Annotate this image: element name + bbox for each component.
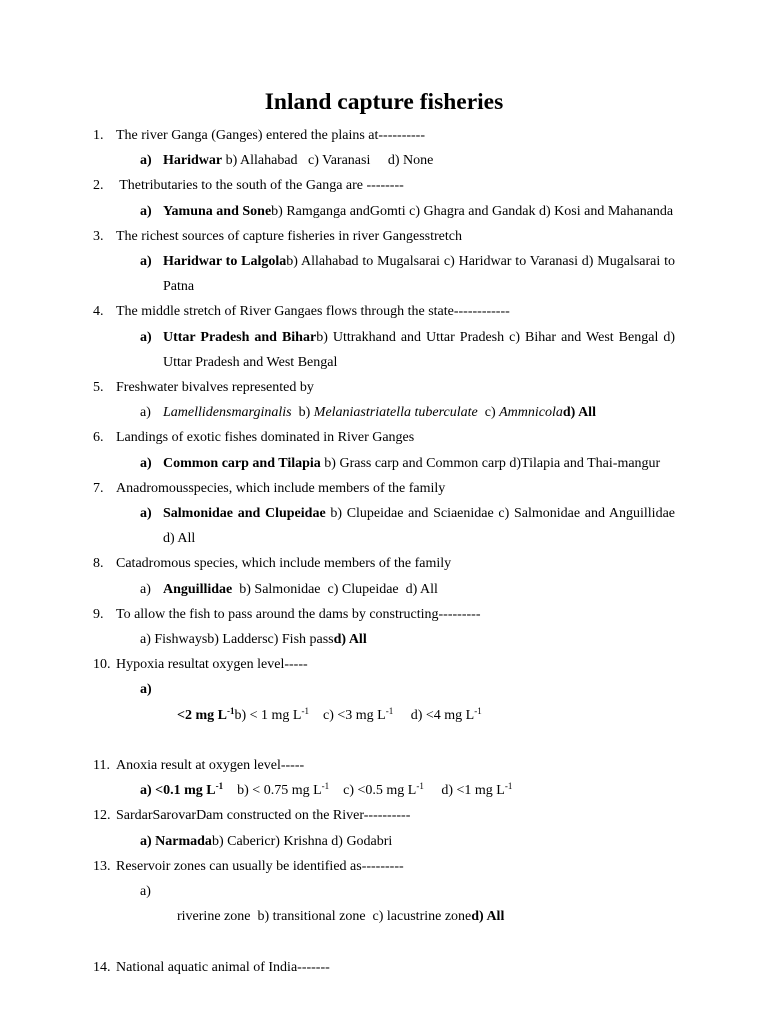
question-text: Anadromousspecies, which include members of the family bbox=[116, 480, 446, 496]
question-text: Catadromous species, which include members of the family bbox=[116, 556, 452, 572]
superscript: -1 bbox=[416, 781, 424, 792]
answer-options-10 bbox=[93, 677, 675, 753]
correct-answer: a) Narmada bbox=[140, 833, 212, 849]
correct-answer: d) All bbox=[562, 405, 596, 421]
question-1 bbox=[93, 123, 675, 148]
question-text: The river Ganga (Ganges) entered the plains at---------- bbox=[116, 128, 426, 143]
option-b: Melaniastriatella tuberculate bbox=[313, 405, 478, 421]
question-11 bbox=[93, 753, 675, 778]
question-number: 1. bbox=[93, 128, 104, 143]
question-text: Thetributaries to the south of the Ganga are -------- bbox=[116, 178, 404, 194]
option-d: d) <1 mg L bbox=[423, 783, 505, 799]
question-12 bbox=[93, 803, 675, 828]
answer-options-4 bbox=[93, 325, 675, 375]
option-separator: c) bbox=[477, 405, 500, 421]
answer-options-12 bbox=[93, 829, 675, 854]
other-options: b) Grass carp and Common carp d)Tilapia and Thai-mangur bbox=[320, 455, 661, 471]
other-options: b) Allahabad to Mugalsarai c) Haridwar to Varanasi d) Mugalsarai to Patna bbox=[163, 254, 675, 295]
answer-options-11 bbox=[93, 778, 675, 803]
superscript: -1 bbox=[474, 705, 482, 716]
other-options: riverine zone b) transitional zone c) lacustrine zone bbox=[177, 909, 472, 925]
question-4 bbox=[93, 299, 675, 324]
question-6 bbox=[93, 425, 675, 450]
option-a: Lamellidensmarginalis bbox=[163, 405, 292, 421]
answer-options-9 bbox=[93, 627, 675, 652]
option-label: a) bbox=[140, 581, 151, 597]
superscript: -1 bbox=[321, 781, 330, 792]
question-text: SardarSarovarDam constructed on the River---------- bbox=[116, 808, 411, 824]
question-number: 11. bbox=[93, 758, 110, 774]
question-2 bbox=[93, 173, 675, 198]
superscript: -1 bbox=[385, 705, 394, 716]
answer-options-6 bbox=[93, 451, 675, 476]
correct-answer: Yamuna and Sone bbox=[163, 203, 272, 219]
question-number: 5. bbox=[93, 380, 104, 396]
option-label: a) bbox=[140, 203, 152, 219]
page-title: Inland capture fisheries bbox=[264, 89, 504, 115]
question-number: 4. bbox=[93, 304, 104, 320]
question-text: National aquatic animal of India------- bbox=[116, 959, 330, 975]
question-number: 14. bbox=[93, 959, 111, 975]
question-number: 8. bbox=[93, 556, 104, 572]
correct-answer: d) All bbox=[333, 632, 367, 648]
other-options: b) Salmonidae c) Clupeidae d) All bbox=[232, 581, 438, 597]
question-number: 7. bbox=[93, 480, 104, 496]
question-number: 6. bbox=[93, 430, 104, 446]
superscript: -1 bbox=[504, 781, 513, 792]
other-options: b) Cabericr) Krishna d) Godabri bbox=[211, 833, 393, 849]
question-text: Hypoxia resultat oxygen level----- bbox=[116, 657, 308, 673]
question-text: To allow the fish to pass around the dams by constructing--------- bbox=[116, 606, 481, 622]
option-label: a) bbox=[140, 329, 152, 345]
correct-answer: Anguillidae bbox=[163, 581, 233, 597]
question-text: Anoxia result at oxygen level----- bbox=[116, 758, 305, 774]
question-number: 9. bbox=[93, 606, 104, 622]
option-label: a) bbox=[140, 884, 151, 900]
question-7 bbox=[93, 476, 675, 501]
option-label: a) bbox=[140, 405, 151, 421]
option-label: a) bbox=[140, 455, 152, 471]
question-8 bbox=[93, 551, 675, 576]
option-c: c) <3 mg L bbox=[308, 707, 386, 723]
other-options: b) Clupeidae and Sciaenidae c) Salmonidae and Anguillidae d) All bbox=[163, 506, 675, 547]
correct-answer: Salmonidae and Clupeidae bbox=[163, 506, 326, 522]
question-text: Landings of exotic fishes dominated in River Ganges bbox=[116, 430, 415, 446]
option-separator: b) bbox=[291, 405, 314, 421]
question-text: The richest sources of capture fisheries in river Gangesstretch bbox=[116, 228, 462, 244]
superscript: -1 bbox=[301, 705, 309, 716]
correct-answer: <2 mg L bbox=[177, 707, 227, 723]
option-label: a) bbox=[140, 153, 152, 169]
answer-options-13 bbox=[93, 879, 675, 955]
option-label: a) bbox=[140, 506, 152, 522]
question-9 bbox=[93, 602, 675, 627]
question-10 bbox=[93, 652, 675, 677]
question-number: 13. bbox=[93, 858, 111, 874]
question-5 bbox=[93, 375, 675, 400]
answer-options-7 bbox=[93, 501, 675, 551]
option-b: b) < 1 mg L bbox=[234, 707, 302, 723]
question-14 bbox=[93, 955, 675, 980]
question-number: 2. bbox=[93, 178, 104, 194]
correct-answer: Common carp and Tilapia bbox=[163, 455, 321, 471]
other-options: b) Uttrakhand and Uttar Pradesh c) Bihar and West Bengal d) Uttar Pradesh and West Bengal bbox=[163, 329, 675, 370]
superscript: -1 bbox=[226, 705, 235, 716]
question-13 bbox=[93, 854, 675, 879]
option-d: d) <4 mg L bbox=[393, 707, 475, 723]
correct-answer: a) <0.1 mg L bbox=[140, 783, 216, 799]
other-options: b) Ramganga andGomti c) Ghagra and Gandak d) Kosi and Mahananda bbox=[271, 203, 674, 219]
answer-options-5 bbox=[93, 400, 675, 425]
answer-options-1 bbox=[93, 148, 675, 173]
other-options: b) Allahabad c) Varanasi d) None bbox=[222, 153, 434, 169]
answer-options-8 bbox=[93, 577, 675, 602]
option-b: b) < 0.75 mg L bbox=[223, 783, 322, 799]
question-number: 3. bbox=[93, 228, 104, 244]
other-options: a) Fishwaysb) Laddersc) Fish pass bbox=[140, 632, 334, 648]
question-text: Freshwater bivalves represented by bbox=[116, 380, 314, 396]
option-label: a) bbox=[140, 254, 152, 270]
answer-options-3 bbox=[93, 249, 675, 299]
option-c: Ammnicola bbox=[499, 405, 563, 421]
question-text: The middle stretch of River Gangaes flows through the state------------ bbox=[116, 304, 510, 320]
question-number: 10. bbox=[93, 657, 111, 673]
option-c: c) <0.5 mg L bbox=[329, 783, 417, 799]
correct-answer: Haridwar bbox=[163, 153, 223, 169]
question-text: Reservoir zones can usually be identified as--------- bbox=[116, 858, 404, 874]
correct-answer: Uttar Pradesh and Bihar bbox=[163, 329, 317, 345]
answer-options-2 bbox=[93, 199, 675, 224]
option-label: a) bbox=[140, 682, 152, 698]
correct-answer: Haridwar to Lalgola bbox=[163, 254, 287, 270]
question-3 bbox=[93, 224, 675, 249]
correct-answer: d) All bbox=[471, 909, 505, 925]
question-number: 12. bbox=[93, 808, 111, 824]
superscript: -1 bbox=[215, 781, 224, 792]
